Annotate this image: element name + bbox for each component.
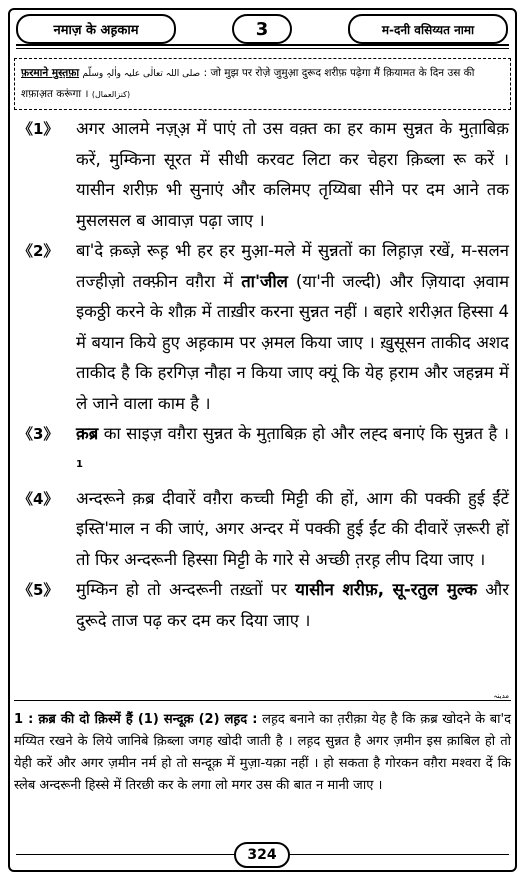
point-number: 《2》 xyxy=(18,242,59,260)
point-text-b: (या'नी जल्दी) और ज़ियादा अ़वाम इकठ्ठी करने के शौक़ में ताख़ीर करना सुन्नत नहीं । बहारे शरीअ़त हिस्सा 4 में बयान किये हुए अह़काम पर अ़मल किया जाए । ख़ुसूसन ताकीद अशद ताकीद है कि हरगिज़ नौहा न किया जाए क्यूं कि येह ह़राम और जहन्नम में ले जाने वाला काम है । xyxy=(76,271,509,413)
farmaan-text-1: : जो मुझ पर रोज़े जुमुआ़ दुरूद शरीफ़ पढ़ेगा मैं क़ियामत के दिन उस की xyxy=(203,67,475,79)
footer-page-number: 324 xyxy=(234,842,290,868)
point-text xyxy=(76,419,511,484)
point-bold: ता'जील xyxy=(241,271,288,291)
header-right-title: म-दनी वसिय्यत नामा xyxy=(348,14,508,44)
farmaan-box xyxy=(14,58,511,110)
point-number: 《1》 xyxy=(18,120,59,138)
points-list xyxy=(14,114,511,636)
point-text-a: का साइज़ वग़ैरा सुन्नत के मुत़ाबिक़ हो और लह्द बनाएं कि सुन्नत है । xyxy=(103,424,510,443)
footnote-mark: 1 xyxy=(76,458,83,470)
header-rule xyxy=(16,44,509,46)
list-item xyxy=(14,419,511,484)
footnote-text: लह़द बनाने का त़रीक़ा येह है कि क़ब्र खोदने के बा'द मय्यित रखने के लिये जानिबे क़िब्ला जगह खोदी जाती है । लह़द सुन्नत है अगर ज़मीन इस क़ाबिल हो तो येही करें और अगर ज़मीन नर्म हो तो सन्दूक़ में मुज़ा-यक़ा नहीं । हो सकता है गोरकन वग़ैरा मश्वरा दें कि स्लेब अन्दरूनी हिस्से में तिरछी कर के लगा लो मगर उस की बात न मानी जाए । xyxy=(14,712,512,793)
separator-tag: مدینہ xyxy=(493,692,509,700)
header-left-title: नमाज़ के अह़काम xyxy=(16,14,176,44)
point-text xyxy=(76,575,511,636)
point-text-a: मुम्किन हो तो अन्दरूनी तख़्तों पर xyxy=(76,580,288,600)
point-bold: क़ब्र xyxy=(76,424,99,443)
footnote xyxy=(14,709,511,797)
farmaan-label: फ़रमाने मुस्त़फ़ा xyxy=(21,67,80,79)
point-text xyxy=(76,236,511,419)
footnote-lead: 1 : क़ब्र की दो क़िस्में हैं (1) सन्दूक़ (2) लह़द : xyxy=(14,712,258,727)
farmaan-text-2: शफ़ाअ़त करूंगा । xyxy=(21,88,89,100)
farmaan-arabic: صلی اللہ تعالٰی علیہ واٰلہٖ وسلّم xyxy=(82,69,201,79)
point-bold: यासीन शरीफ़, सू-रतुल मुल्क xyxy=(295,580,478,600)
point-text: अन्दरूने क़ब्र दीवारें वग़ैरा कच्ची मिट्टी की हों, आग की पक्की हुई ईंटें इस्ति'माल न की जाएं, अगर अन्दर में पक्की हुई ईंट की दीवारें ज़रूरी हों तो फिर अन्दरूनी हिस्सा मिट्टी के गारे से अच्छी त़रह़ लीप दिया जाए । xyxy=(76,488,509,569)
point-number: 《5》 xyxy=(18,581,59,600)
footnote-separator xyxy=(14,700,511,701)
header-page-number: 3 xyxy=(232,14,292,44)
list-item xyxy=(14,484,511,576)
list-item xyxy=(14,114,511,236)
header-rule-thin xyxy=(16,48,509,49)
point-text-b: और दुरूदे ताज पढ़ कर दम कर दिया जाए । xyxy=(76,580,510,630)
point-text: अगर आलमे नज़्अ़ में पाएं तो उस वक़्त का हर काम सुन्नत के मुत़ाबिक़ करें, मुम्किना सूरत में सीधी करवट लिटा कर चेहरा क़िब्ला रू करें । यासीन शरीफ़ भी सुनाएं और कलिमए तृय्यिबा सीने पर दम आने तक मुसलसल ब आवाज़ पढ़ा जाए । xyxy=(76,119,509,230)
point-text-a: बा'दे क़ब्ज़े रूह़ भी हर हर मुआ़-मले में सुन्नतों का लिह़ाज़ रखें, म-सलन तज्हीज़ो तक्फ़ीन वग़ैरा में xyxy=(76,241,509,291)
list-item xyxy=(14,575,511,636)
list-item xyxy=(14,236,511,419)
farmaan-reference: (کنزالعمال) xyxy=(91,90,131,99)
point-number: 《3》 xyxy=(18,425,59,443)
point-number: 《4》 xyxy=(18,489,59,508)
